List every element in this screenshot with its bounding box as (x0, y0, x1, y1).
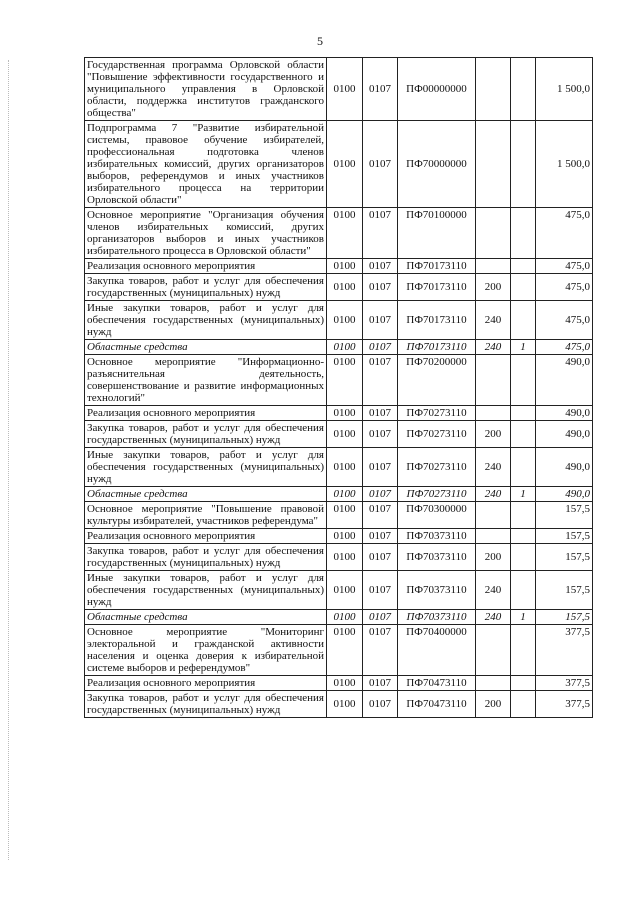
table-row (85, 676, 593, 691)
row-name-cell: Иные закупки товаров, работ и услуг для обеспечения государственных (муниципальных) нужд (85, 301, 327, 340)
expense-type-cell (476, 121, 511, 208)
table-row (85, 355, 593, 406)
expense-type-cell: 240 (476, 448, 511, 487)
table-row (85, 502, 593, 529)
target-article-cell: ПФ70000000 (398, 121, 476, 208)
subsection-code-cell: 0107 (363, 529, 398, 544)
target-article-cell: ПФ70100000 (398, 208, 476, 259)
table-row (85, 448, 593, 487)
amount-cell: 377,5 (536, 691, 593, 718)
table-row (85, 208, 593, 259)
expense-type-cell: 240 (476, 487, 511, 502)
table-row (85, 301, 593, 340)
section-code-cell: 0100 (327, 58, 363, 121)
target-article-cell: ПФ70200000 (398, 355, 476, 406)
table-row (85, 487, 593, 502)
subsection-code-cell: 0107 (363, 421, 398, 448)
funding-source-cell (511, 259, 536, 274)
target-article-cell: ПФ00000000 (398, 58, 476, 121)
funding-source-cell (511, 571, 536, 610)
section-code-cell: 0100 (327, 355, 363, 406)
amount-cell: 157,5 (536, 571, 593, 610)
expense-type-cell: 240 (476, 301, 511, 340)
target-article-cell: ПФ70373110 (398, 529, 476, 544)
expense-type-cell: 240 (476, 340, 511, 355)
row-name-cell: Закупка товаров, работ и услуг для обеспечения государственных (муниципальных) нужд (85, 274, 327, 301)
expense-type-cell (476, 529, 511, 544)
expense-type-cell: 240 (476, 610, 511, 625)
amount-cell: 1 500,0 (536, 58, 593, 121)
section-code-cell: 0100 (327, 259, 363, 274)
amount-cell: 157,5 (536, 529, 593, 544)
target-article-cell: ПФ70173110 (398, 259, 476, 274)
row-name-cell: Основное мероприятие "Повышение правовой культуры избирателей, участников референдума" (85, 502, 327, 529)
target-article-cell: ПФ70173110 (398, 274, 476, 301)
subsection-code-cell: 0107 (363, 301, 398, 340)
amount-cell: 475,0 (536, 208, 593, 259)
budget-table-body (85, 58, 593, 718)
amount-cell: 490,0 (536, 406, 593, 421)
section-code-cell: 0100 (327, 676, 363, 691)
subsection-code-cell: 0107 (363, 625, 398, 676)
table-row (85, 274, 593, 301)
funding-source-cell (511, 625, 536, 676)
amount-cell: 490,0 (536, 487, 593, 502)
amount-cell: 1 500,0 (536, 121, 593, 208)
expense-type-cell (476, 676, 511, 691)
funding-source-cell (511, 691, 536, 718)
subsection-code-cell: 0107 (363, 340, 398, 355)
section-code-cell: 0100 (327, 691, 363, 718)
funding-source-cell (511, 421, 536, 448)
funding-source-cell (511, 676, 536, 691)
section-code-cell: 0100 (327, 571, 363, 610)
funding-source-cell (511, 544, 536, 571)
funding-source-cell (511, 355, 536, 406)
row-name-cell: Областные средства (85, 610, 327, 625)
section-code-cell: 0100 (327, 301, 363, 340)
table-row (85, 544, 593, 571)
subsection-code-cell: 0107 (363, 544, 398, 571)
section-code-cell: 0100 (327, 610, 363, 625)
funding-source-cell (511, 301, 536, 340)
amount-cell: 490,0 (536, 355, 593, 406)
expense-type-cell (476, 355, 511, 406)
amount-cell: 157,5 (536, 544, 593, 571)
expense-type-cell: 200 (476, 274, 511, 301)
funding-source-cell (511, 502, 536, 529)
subsection-code-cell: 0107 (363, 259, 398, 274)
section-code-cell: 0100 (327, 487, 363, 502)
subsection-code-cell: 0107 (363, 502, 398, 529)
funding-source-cell: 1 (511, 487, 536, 502)
funding-source-cell: 1 (511, 610, 536, 625)
target-article-cell: ПФ70373110 (398, 544, 476, 571)
subsection-code-cell: 0107 (363, 274, 398, 301)
amount-cell: 475,0 (536, 301, 593, 340)
section-code-cell: 0100 (327, 625, 363, 676)
target-article-cell: ПФ70473110 (398, 676, 476, 691)
target-article-cell: ПФ70273110 (398, 448, 476, 487)
subsection-code-cell: 0107 (363, 448, 398, 487)
funding-source-cell (511, 448, 536, 487)
subsection-code-cell: 0107 (363, 487, 398, 502)
amount-cell: 490,0 (536, 448, 593, 487)
amount-cell: 157,5 (536, 502, 593, 529)
target-article-cell: ПФ70473110 (398, 691, 476, 718)
amount-cell: 475,0 (536, 340, 593, 355)
expense-type-cell: 200 (476, 421, 511, 448)
funding-source-cell: 1 (511, 340, 536, 355)
target-article-cell: ПФ70273110 (398, 487, 476, 502)
row-name-cell: Закупка товаров, работ и услуг для обеспечения государственных (муниципальных) нужд (85, 691, 327, 718)
row-name-cell: Закупка товаров, работ и услуг для обеспечения государственных (муниципальных) нужд (85, 544, 327, 571)
row-name-cell: Иные закупки товаров, работ и услуг для обеспечения государственных (муниципальных) нужд (85, 448, 327, 487)
expense-type-cell: 240 (476, 571, 511, 610)
target-article-cell: ПФ70400000 (398, 625, 476, 676)
expense-type-cell (476, 502, 511, 529)
table-row (85, 58, 593, 121)
section-code-cell: 0100 (327, 544, 363, 571)
subsection-code-cell: 0107 (363, 355, 398, 406)
row-name-cell: Основное мероприятие "Организация обучения членов избирательных комиссий, других организаторов выборов и иных участников избирательного процесса в Орловской области" (85, 208, 327, 259)
subsection-code-cell: 0107 (363, 691, 398, 718)
expense-type-cell (476, 625, 511, 676)
table-row (85, 571, 593, 610)
amount-cell: 157,5 (536, 610, 593, 625)
table-row (85, 691, 593, 718)
row-name-cell: Основное мероприятие "Информационно-разъяснительная деятельность, совершенствование и развитие информационных технологий" (85, 355, 327, 406)
funding-source-cell (511, 274, 536, 301)
subsection-code-cell: 0107 (363, 208, 398, 259)
section-code-cell: 0100 (327, 529, 363, 544)
subsection-code-cell: 0107 (363, 571, 398, 610)
expense-type-cell: 200 (476, 544, 511, 571)
table-row (85, 406, 593, 421)
section-code-cell: 0100 (327, 502, 363, 529)
table-row (85, 529, 593, 544)
target-article-cell: ПФ70273110 (398, 421, 476, 448)
scan-margin-line (8, 60, 9, 860)
target-article-cell: ПФ70173110 (398, 340, 476, 355)
amount-cell: 490,0 (536, 421, 593, 448)
expense-type-cell: 200 (476, 691, 511, 718)
funding-source-cell (511, 121, 536, 208)
subsection-code-cell: 0107 (363, 58, 398, 121)
target-article-cell: ПФ70373110 (398, 571, 476, 610)
row-name-cell: Реализация основного мероприятия (85, 529, 327, 544)
section-code-cell: 0100 (327, 406, 363, 421)
expense-type-cell (476, 406, 511, 421)
page-number: 5 (317, 34, 323, 48)
row-name-cell: Областные средства (85, 340, 327, 355)
funding-source-cell (511, 529, 536, 544)
table-row (85, 625, 593, 676)
section-code-cell: 0100 (327, 421, 363, 448)
section-code-cell: 0100 (327, 208, 363, 259)
subsection-code-cell: 0107 (363, 676, 398, 691)
subsection-code-cell: 0107 (363, 610, 398, 625)
table-row (85, 340, 593, 355)
amount-cell: 475,0 (536, 274, 593, 301)
row-name-cell: Иные закупки товаров, работ и услуг для обеспечения государственных (муниципальных) нужд (85, 571, 327, 610)
amount-cell: 475,0 (536, 259, 593, 274)
row-name-cell: Основное мероприятие "Мониторинг электоральной и гражданской активности населения и оценка доверия к избирательной системе выборов и референдумов" (85, 625, 327, 676)
section-code-cell: 0100 (327, 274, 363, 301)
section-code-cell: 0100 (327, 340, 363, 355)
row-name-cell: Реализация основного мероприятия (85, 259, 327, 274)
subsection-code-cell: 0107 (363, 406, 398, 421)
target-article-cell: ПФ70273110 (398, 406, 476, 421)
funding-source-cell (511, 58, 536, 121)
amount-cell: 377,5 (536, 676, 593, 691)
target-article-cell: ПФ70300000 (398, 502, 476, 529)
table-row (85, 421, 593, 448)
budget-table (84, 57, 593, 718)
row-name-cell: Реализация основного мероприятия (85, 676, 327, 691)
row-name-cell: Областные средства (85, 487, 327, 502)
expense-type-cell (476, 259, 511, 274)
table-row (85, 259, 593, 274)
table-row (85, 610, 593, 625)
target-article-cell: ПФ70173110 (398, 301, 476, 340)
table-row (85, 121, 593, 208)
row-name-cell: Подпрограмма 7 "Развитие избирательной системы, правовое обучение избирателей, профессиональная подготовка членов избирательных комиссий, других организаторов выборов, референдумов и иных участников избирательного процесса на территории Орловской области" (85, 121, 327, 208)
row-name-cell: Государственная программа Орловской области "Повышение эффективности государственного и муниципального управления в Орловской области, поддержка институтов гражданского общества" (85, 58, 327, 121)
funding-source-cell (511, 406, 536, 421)
row-name-cell: Закупка товаров, работ и услуг для обеспечения государственных (муниципальных) нужд (85, 421, 327, 448)
subsection-code-cell: 0107 (363, 121, 398, 208)
section-code-cell: 0100 (327, 121, 363, 208)
row-name-cell: Реализация основного мероприятия (85, 406, 327, 421)
target-article-cell: ПФ70373110 (398, 610, 476, 625)
expense-type-cell (476, 58, 511, 121)
amount-cell: 377,5 (536, 625, 593, 676)
section-code-cell: 0100 (327, 448, 363, 487)
funding-source-cell (511, 208, 536, 259)
expense-type-cell (476, 208, 511, 259)
